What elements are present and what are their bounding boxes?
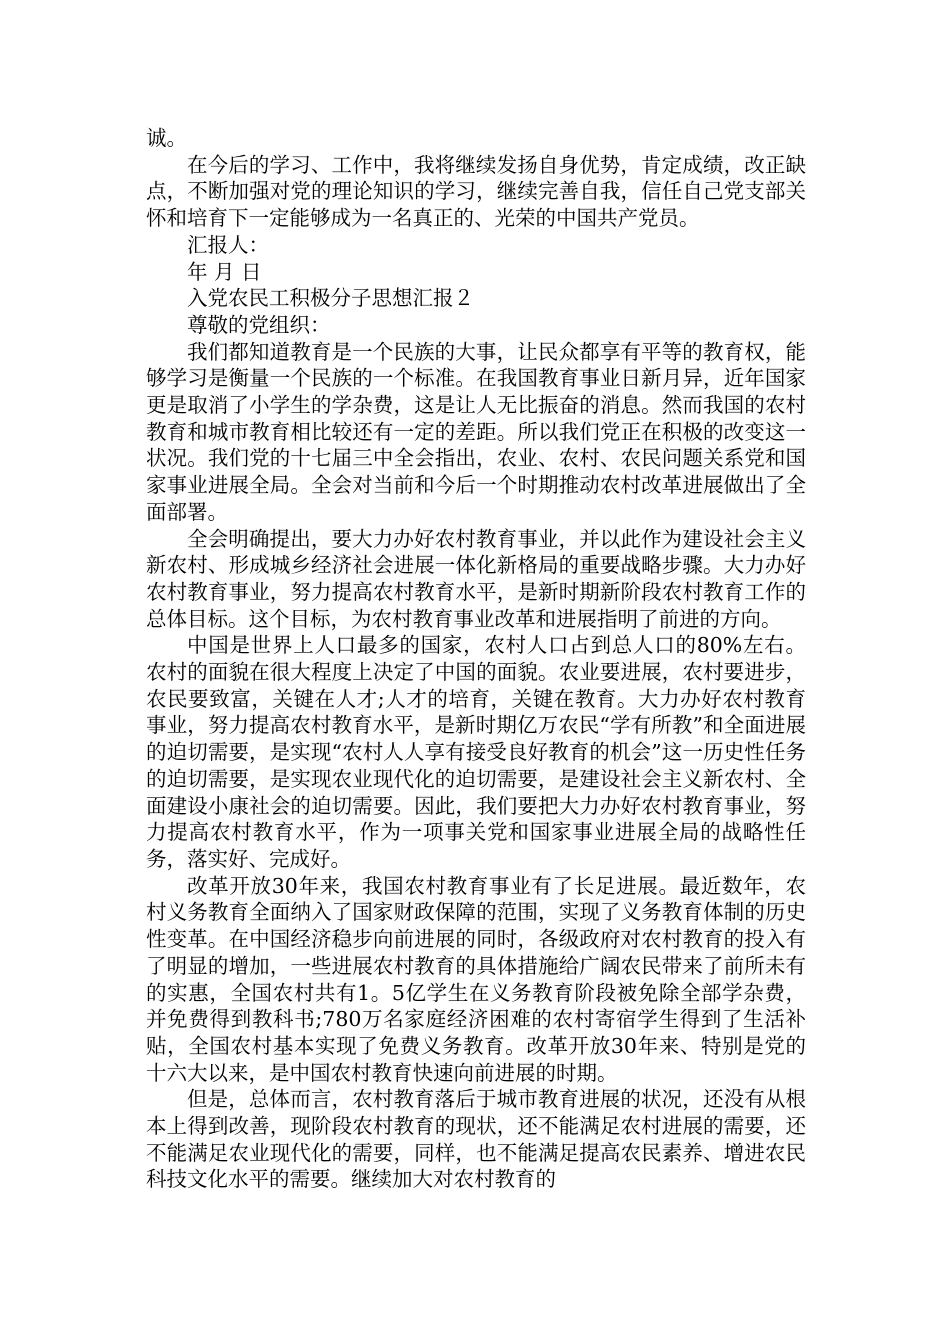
paragraph-rural-population: 中国是世界上人口最多的国家，农村人口占到总人口的80%左右。农村的面貌在很大程度上决定了中国的面貌。农业要进展，农村要进步，农民要致富，关键在人才;人才的培育，关键在教育。大力办好农村教育事业，努力提高农村教育水平，是新时期亿万农民“学有所教”和全面进展的迫切需要，是实现“农村人人享有接受良好教育的机会”这一历史性任务的迫切需要，是实现农业现代化的迫切需要，是建设社会主义新农村、全面建设小康社会的迫切需要。因此，我们要把大力办好农村教育事业，努力提高农村教育水平，作为一项事关党和国家事业进展全局的战略性任务，落实好、完成好。 — [146, 633, 806, 871]
paragraph-commitment: 在今后的学习、工作中，我将继续发扬自身优势，肯定成绩，改正缺点，不断加强对党的理论知识的学习，继续完善自我，信任自己党支部关怀和培育下一定能够成为一名真正的、光荣的中国共产党员。 — [146, 152, 806, 231]
document-page — [146, 125, 806, 1193]
paragraph-reform-progress: 改革开放30年来，我国农村教育事业有了长足进展。最近数年，农村义务教育全面纳入了国家财政保障的范围，实现了义务教育体制的历史性变革。在中国经济稳步向前进展的同时，各级政府对农村教育的投入有了明显的增加，一些进展农村教育的具体措施给广阔农民带来了前所未有的实惠，全国农村共有1。5亿学生在义务教育阶段被免除全部学杂费，并免费得到教科书;780万名家庭经济困难的农村寄宿学生得到了生活补贴，全国农村基本实现了免费义务教育。改革开放30年来、特别是党的十六大以来，是中国农村教育快速向前进展的时期。 — [146, 873, 806, 1085]
section-title: 入党农民工积极分子思想汇报２ — [187, 286, 474, 311]
reporter-label: 汇报人： — [187, 232, 269, 257]
paragraph-remaining-gap: 但是，总体而言，农村教育落后于城市教育进展的状况，还没有从根本上得到改善，现阶段农村教育的现状，还不能满足农村进展的需要，还不能满足农业现代化的需要，同样，也不能满足提高农民素养、增进农民科技文化水平的需要。继续加大对农村教育的 — [146, 1087, 806, 1192]
date-line: 年 月 日 — [187, 259, 262, 284]
paragraph-plenary-proposal: 全会明确提出，要大力办好农村教育事业，并以此作为建设社会主义新农村、形成城乡经济社会进展一体化新格局的重要战略步骤。大力办好农村教育事业，努力提高农村教育水平，是新时期新阶段农村教育工作的总体目标。这个目标，为农村教育事业改革和进展指明了前进的方向。 — [146, 526, 806, 631]
paragraph-education-importance: 我们都知道教育是一个民族的大事，让民众都享有平等的教育权，能够学习是衡量一个民族的一个标准。在我国教育事业日新月异，近年国家更是取消了小学生的学杂费，这是让人无比振奋的消息。然而我国的农村教育和城市教育相比较还有一定的差距。所以我们党正在积极的改变这一状况。我们党的十七届三中全会指出，农业、农村、农民问题关系党和国家事业进展全局。全会对当前和今后一个时期推动农村改革进展做出了全面部署。 — [146, 339, 806, 524]
paragraph-continuation: 诚。 — [146, 126, 187, 150]
salutation: 尊敬的党组织： — [187, 312, 331, 337]
